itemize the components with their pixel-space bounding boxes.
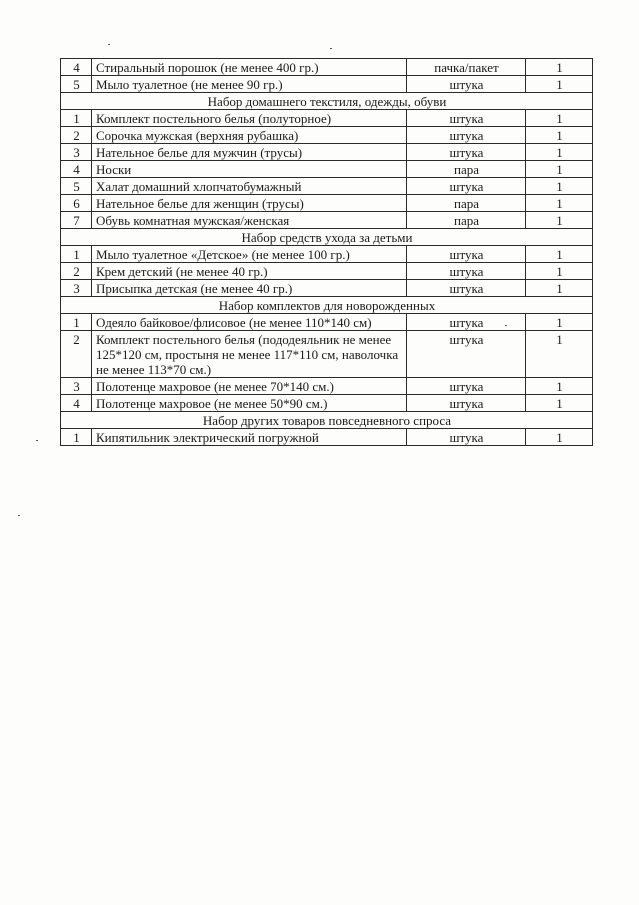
scan-speck: [36, 440, 38, 441]
table-row: [61, 144, 593, 161]
section-header-row: [61, 229, 593, 246]
item-unit: пачка/пакет: [407, 59, 526, 76]
item-quantity: 1: [526, 144, 593, 161]
item-unit: штука: [407, 76, 526, 93]
item-quantity: 1: [526, 314, 593, 331]
item-quantity: 1: [526, 59, 593, 76]
item-name: Мыло туалетное (не менее 90 гр.): [92, 76, 407, 93]
table-row: [61, 331, 593, 378]
row-number: 1: [61, 110, 92, 127]
item-unit: штука: [407, 429, 526, 446]
item-unit: штука: [407, 144, 526, 161]
scan-speck: [108, 44, 110, 45]
item-quantity: 1: [526, 395, 593, 412]
row-number: 2: [61, 127, 92, 144]
item-name: Обувь комнатная мужская/женская: [92, 212, 407, 229]
item-quantity: 1: [526, 331, 593, 378]
goods-table-body: [61, 59, 593, 446]
item-quantity: 1: [526, 378, 593, 395]
row-number: 1: [61, 314, 92, 331]
section-header-row: [61, 297, 593, 314]
table-row: [61, 195, 593, 212]
table-row: [61, 110, 593, 127]
item-name: Одеяло байковое/флисовое (не менее 110*140 см): [92, 314, 407, 331]
item-unit: штука: [407, 110, 526, 127]
item-name: Полотенце махровое (не менее 70*140 см.): [92, 378, 407, 395]
item-quantity: 1: [526, 263, 593, 280]
row-number: 3: [61, 144, 92, 161]
item-unit: штука: [407, 378, 526, 395]
item-quantity: 1: [526, 429, 593, 446]
table-row: [61, 127, 593, 144]
item-name: Кипятильник электрический погружной: [92, 429, 407, 446]
table-row: [61, 314, 593, 331]
item-unit: штука: [407, 395, 526, 412]
section-header-row: [61, 93, 593, 110]
row-number: 6: [61, 195, 92, 212]
item-quantity: 1: [526, 212, 593, 229]
row-number: 5: [61, 76, 92, 93]
item-quantity: 1: [526, 76, 593, 93]
table-row: [61, 178, 593, 195]
item-name: Полотенце махровое (не менее 50*90 см.): [92, 395, 407, 412]
row-number: 7: [61, 212, 92, 229]
item-unit: штука: [407, 314, 526, 331]
item-unit: пара: [407, 161, 526, 178]
item-unit: штука: [407, 178, 526, 195]
row-number: 4: [61, 59, 92, 76]
table-row: [61, 59, 593, 76]
row-number: 3: [61, 378, 92, 395]
row-number: 2: [61, 331, 92, 378]
item-quantity: 1: [526, 246, 593, 263]
table-row: [61, 429, 593, 446]
item-quantity: 1: [526, 178, 593, 195]
item-unit: штука: [407, 246, 526, 263]
item-unit: штука: [407, 280, 526, 297]
table-row: [61, 395, 593, 412]
section-title: Набор комплектов для новорожденных: [61, 297, 593, 314]
item-name: Носки: [92, 161, 407, 178]
row-number: 5: [61, 178, 92, 195]
item-name: Комплект постельного белья (пододеяльник не менее 125*120 см, простыня не менее 117*110 см, наволочка не менее 113*70 см.): [92, 331, 407, 378]
scan-speck: [18, 515, 20, 516]
item-name: Комплект постельного белья (полуторное): [92, 110, 407, 127]
item-name: Присыпка детская (не менее 40 гр.): [92, 280, 407, 297]
item-name: Халат домашний хлопчатобумажный: [92, 178, 407, 195]
item-quantity: 1: [526, 110, 593, 127]
item-name: Сорочка мужская (верхняя рубашка): [92, 127, 407, 144]
row-number: 2: [61, 263, 92, 280]
item-unit: штука: [407, 331, 526, 378]
row-number: 4: [61, 161, 92, 178]
item-name: Нательное белье для женщин (трусы): [92, 195, 407, 212]
scan-speck: [330, 48, 332, 49]
item-unit: штука: [407, 127, 526, 144]
table-row: [61, 378, 593, 395]
goods-table: [60, 58, 593, 446]
item-name: Мыло туалетное «Детское» (не менее 100 гр.): [92, 246, 407, 263]
section-title: Набор средств ухода за детьми: [61, 229, 593, 246]
section-header-row: [61, 412, 593, 429]
item-name: Нательное белье для мужчин (трусы): [92, 144, 407, 161]
row-number: 4: [61, 395, 92, 412]
row-number: 3: [61, 280, 92, 297]
row-number: 1: [61, 246, 92, 263]
section-title: Набор других товаров повседневного спроса: [61, 412, 593, 429]
item-unit: пара: [407, 212, 526, 229]
item-quantity: 1: [526, 280, 593, 297]
item-quantity: 1: [526, 161, 593, 178]
table-row: [61, 263, 593, 280]
table-row: [61, 76, 593, 93]
item-name: Стиральный порошок (не менее 400 гр.): [92, 59, 407, 76]
table-row: [61, 280, 593, 297]
item-unit: пара: [407, 195, 526, 212]
section-title: Набор домашнего текстиля, одежды, обуви: [61, 93, 593, 110]
item-name: Крем детский (не менее 40 гр.): [92, 263, 407, 280]
table-row: [61, 212, 593, 229]
table-row: [61, 161, 593, 178]
table-row: [61, 246, 593, 263]
item-quantity: 1: [526, 127, 593, 144]
item-unit: штука: [407, 263, 526, 280]
item-quantity: 1: [526, 195, 593, 212]
row-number: 1: [61, 429, 92, 446]
